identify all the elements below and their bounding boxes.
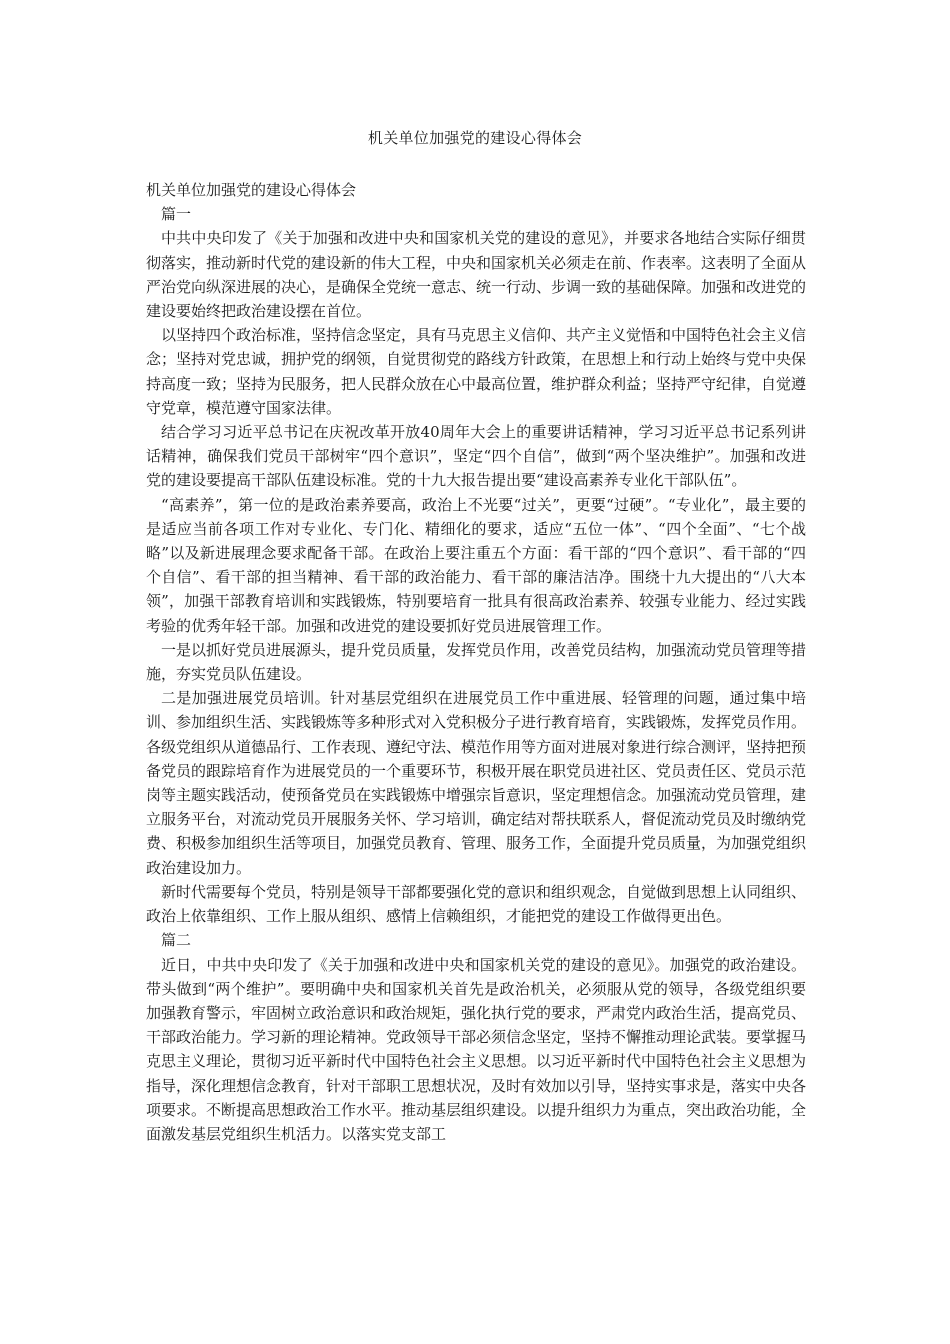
paragraph: 结合学习习近平总书记在庆祝改革开放40周年大会上的重要讲话精神，学习习近平总书记系列讲话精神，确保我们党员干部树牢“四个意识”，坚定“四个自信”，做到“两个坚决维护”。加强和改进党的建设要提高干部队伍建设标准。党的十九大报告提出要“建设高素养专业化干部队伍”。: [146, 423, 806, 490]
document-body: [146, 178, 806, 1146]
section-heading-two: 篇二: [161, 931, 192, 950]
document-title: 机关单位加强党的建设心得体会: [367, 129, 583, 147]
paragraph: 中共中央印发了《关于加强和改进中央和国家机关党的建设的意见》，并要求各地结合实际仔细贯彻落实，推动新时代党的建设新的伟大工程，中央和国家机关必须走在前、作表率。这表明了全面从严治党向纵深进展的决心，是确保全党统一意志、统一行动、步调一致的基础保障。加强和改进党的建设要始终把政治建设摆在首位。: [146, 229, 807, 321]
paragraph: 一是以抓好党员进展源头，提升党员质量，发挥党员作用，改善党员结构，加强流动党员管理等措施，夯实党员队伍建设。: [146, 640, 807, 684]
section-heading-one: 篇一: [161, 205, 192, 224]
paragraph: 近日，中共中央印发了《关于加强和改进中央和国家机关党的建设的意见》。加强党的政治建设。带头做到“两个维护”。要明确中央和国家机关首先是政治机关，必须服从党的领导，各级党组织要加强教育警示，牢固树立政治意识和政治规矩，强化执行党的要求，严肃党内政治生活，提高党员、干部政治能力。学习新的理论精神。党政领导干部必须信念坚定，坚持不懈推动理论武装。要掌握马克思主义理论，贯彻习近平新时代中国特色社会主义思想。以习近平新时代中国特色社会主义思想为指导，深化理想信念教育，针对干部职工思想状况，及时有效加以引导，坚持实事求是，落实中央各项要求。不断提高思想政治工作水平。推动基层组织建设。以提升组织力为重点，突出政治功能，全面激发基层党组织生机活力。以落实党支部工: [146, 955, 807, 1143]
paragraph: 以坚持四个政治标准，坚持信念坚定，具有马克思主义信仰、共产主义觉悟和中国特色社会主义信念；坚持对党忠诚，拥护党的纲领，自觉贯彻党的路线方针政策，在思想上和行动上始终与党中央保持高度一致；坚持为民服务，把人民群众放在心中最高位置，维护群众利益；坚持严守纪律，自觉遵守党章，模范遵守国家法律。: [146, 326, 807, 417]
paragraph: “高素养”，第一位的是政治素养要高，政治上不光要“过关”，更要“过硬”。“专业化”，最主要的是适应当前各项工作对专业化、专门化、精细化的要求，适应“五位一体”、“四个全面”、“七个战略”以及新进展理念要求配备干部。在政治上要注重五个方面：看干部的“四个意识”、看干部的“四个自信”、看干部的担当精神、看干部的政治能力、看干部的廉洁洁净。围绕十九大提出的“八大本领”，加强干部教育培训和实践锻炼，特别要培育一批具有很高政治素养、较强专业能力、经过实践考验的优秀年轻干部。加强和改进党的建设要抓好党员进展管理工作。: [146, 495, 806, 635]
paragraph: 二是加强进展党员培训。针对基层党组织在进展党员工作中重进展、轻管理的问题，通过集中培训、参加组织生活、实践锻炼等多种形式对入党积极分子进行教育培育，实践锻炼，发挥党员作用。各级党组织从道德品行、工作表现、遵纪守法、模范作用等方面对进展对象进行综合测评，坚持把预备党员的跟踪培育作为进展党员的一个重要环节，积极开展在职党员进社区、党员责任区、党员示范岗等主题实践活动，使预备党员在实践锻炼中增强宗旨意识，坚定理想信念。加强流动党员管理，建立服务平台，对流动党员开展服务关怀、学习培训，确定结对帮扶联系人，督促流动党员及时缴纳党费、积极参加组织生活等项目，加强党员教育、管理、服务工作，全面提升党员质量，为加强党组织政治建设加力。: [146, 689, 807, 877]
paragraph: 新时代需要每个党员，特别是领导干部都要强化党的意识和组织观念，自觉做到思想上认同组织、政治上依靠组织、工作上服从组织、感情上信赖组织，才能把党的建设工作做得更出色。: [146, 882, 807, 926]
document-subtitle: 机关单位加强党的建设心得体会: [146, 181, 357, 199]
